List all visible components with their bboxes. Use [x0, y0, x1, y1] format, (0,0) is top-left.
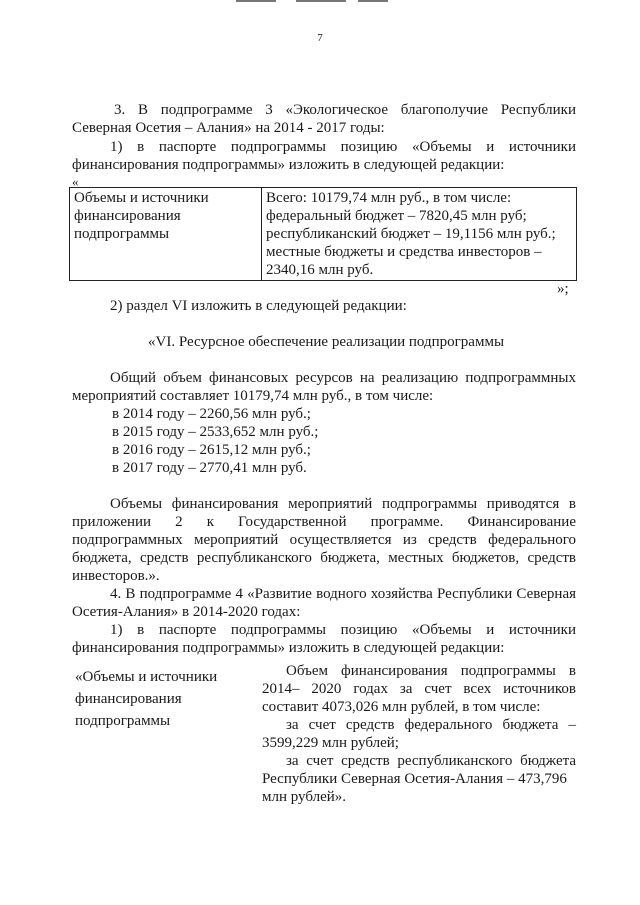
- para-line: Объемы финансирования мероприятий подпрограммы приводятся в: [110, 496, 576, 512]
- table-right-line: местные бюджеты и средства инвесторов –: [266, 244, 542, 260]
- section-vi-heading: «VI. Ресурсное обеспечение реализации подпрограммы: [148, 334, 505, 350]
- para-line: приложении 2 к Государственной программе. Финансирование: [72, 514, 576, 530]
- section3-item2: 2) раздел VI изложить в следующей редакции:: [110, 298, 407, 314]
- block-right-line: Республики Северная Осетия-Алания – 473,796: [262, 771, 567, 787]
- table-right-line: 2340,16 млн руб.: [266, 262, 374, 278]
- block-right-line: за счет средств республиканского бюджета: [286, 753, 576, 769]
- table-right-line: федеральный бюджет – 7820,45 млн руб;: [266, 208, 527, 224]
- table-left-line: финансирования: [74, 208, 181, 224]
- block-left-line: подпрограммы: [75, 713, 171, 729]
- year-row: в 2016 году – 2615,12 млн руб.;: [112, 442, 311, 458]
- block-right-line: 2014– 2020 годах за счет всех источников: [262, 681, 576, 697]
- section4-line2: Осетия-Алания» в 2014-2020 годах:: [72, 604, 301, 620]
- block-right-line: Объем финансирования подпрограммы в: [286, 663, 576, 679]
- para-line: подпрограммных мероприятий осуществляется из средств федерального: [72, 532, 576, 548]
- funding-table-right-cell: [262, 188, 577, 281]
- page-number: 7: [317, 32, 323, 44]
- year-row: в 2015 году – 2533,652 млн руб.;: [112, 424, 319, 440]
- total-line2: мероприятий составляет 10179,74 млн руб., в том числе:: [72, 388, 434, 404]
- year-row: в 2017 году – 2770,41 млн руб.: [112, 460, 307, 476]
- table-right-line: республиканский бюджет – 19,1156 млн руб.;: [266, 226, 556, 242]
- block-left-line: «Объемы и источники: [75, 669, 218, 685]
- section3-line2: Северная Осетия – Алания» на 2014 - 2017 годы:: [72, 120, 385, 136]
- section4-item1-line1: 1) в паспорте подпрограммы позицию «Объемы и источники: [110, 622, 576, 638]
- section3-line1: 3. В подпрограмме 3 «Экологическое благополучие Республики: [114, 102, 576, 118]
- table-left-line: Объемы и источники: [74, 190, 209, 206]
- close-quote: »;: [557, 281, 569, 297]
- section3-item1-line2: финансирования подпрограммы» изложить в следующей редакции:: [72, 157, 505, 173]
- table-right-line: Всего: 10179,74 млн руб., в том числе:: [266, 190, 512, 206]
- table-left-line: подпрограммы: [74, 226, 170, 242]
- funding-table-subprogram3: [69, 187, 577, 281]
- section4-line1: 4. В подпрограмме 4 «Развитие водного хозяйства Республики Северная: [110, 586, 576, 602]
- block-right-line: млн рублей».: [262, 789, 347, 805]
- block-left-line: финансирования: [75, 691, 182, 707]
- para-last-line: инвесторов.».: [72, 568, 160, 584]
- open-quote: «: [72, 174, 79, 189]
- section3-item1-line1: 1) в паспорте подпрограммы позицию «Объемы и источники: [110, 139, 576, 155]
- year-row: в 2014 году – 2260,56 млн руб.;: [112, 406, 311, 422]
- block-right-line: 3599,229 млн рублей;: [262, 735, 399, 751]
- block-right-line: за счет средств федерального бюджета –: [286, 717, 576, 733]
- total-line1: Общий объем финансовых ресурсов на реализацию подпрограммных: [110, 370, 576, 386]
- section4-item1-line2: финансирования подпрограммы» изложить в следующей редакции:: [72, 640, 505, 656]
- para-line: бюджета, средств республиканского бюджета, местных бюджетов, средств: [72, 550, 576, 566]
- scan-top-mark: [236, 0, 396, 3]
- block-right-line: составит 4073,026 млн рублей, в том числе:: [262, 699, 541, 715]
- funding-table-left-cell: [70, 188, 262, 281]
